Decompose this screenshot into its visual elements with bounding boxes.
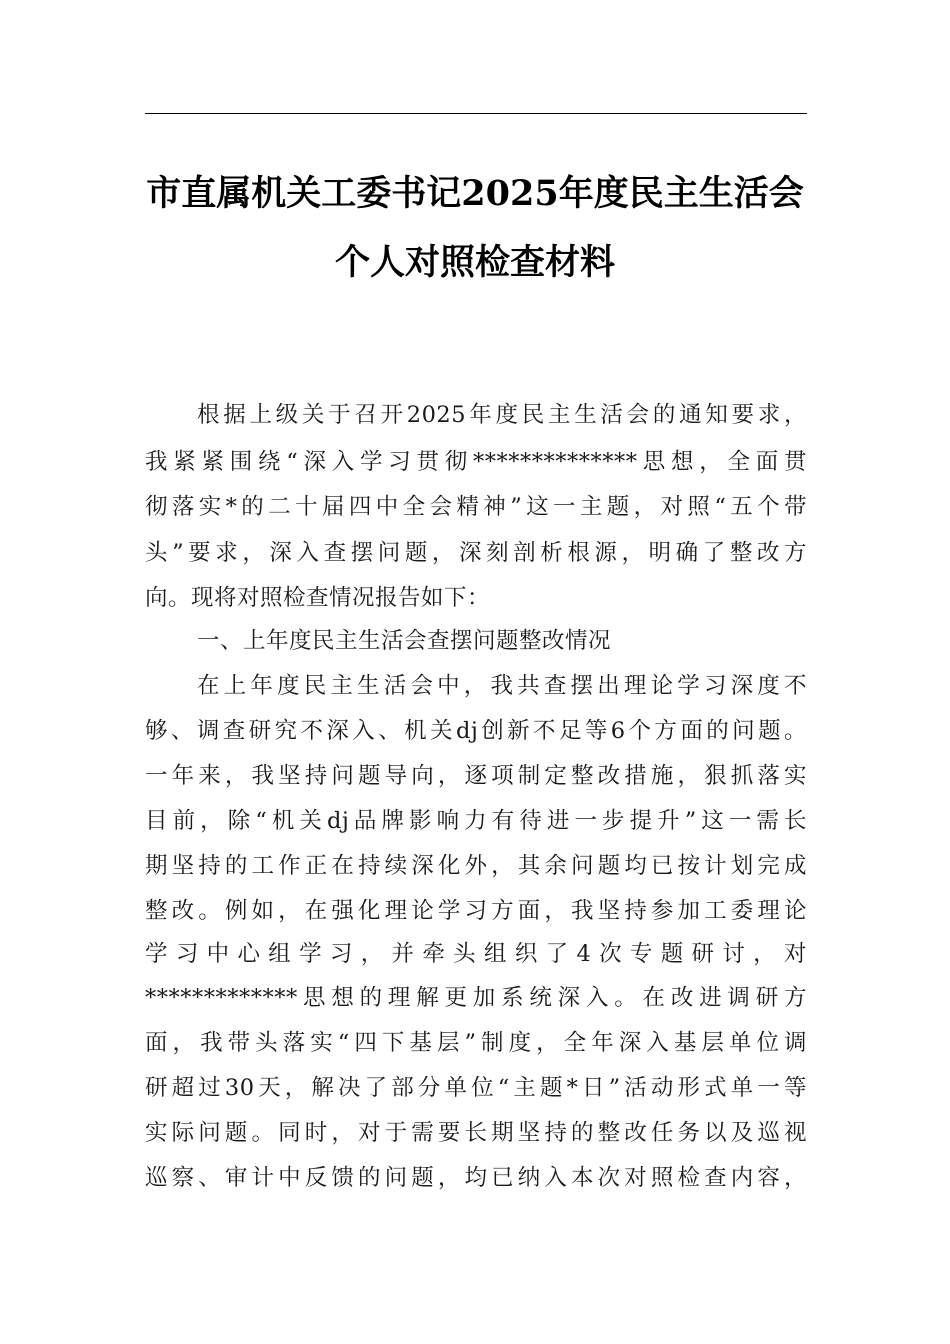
paragraph-2-line: 学习中心组学习，并牵头组织了4次专题研讨，对 — [145, 941, 807, 967]
paragraph-2-line: 面，我带头落实“四下基层”制度，全年深入基层单位调 — [145, 1030, 807, 1056]
paragraph-1-line: 向。现将对照检查情况报告如下： — [145, 585, 491, 611]
paragraph-2-line: 一年来，我坚持问题导向，逐项制定整改措施，狠抓落实 — [145, 763, 807, 789]
paragraph-1-line: 头”要求，深入查摆问题，深刻剖析根源，明确了整改方 — [145, 540, 807, 566]
paragraph-2-line: 够、调查研究不深入、机关dj创新不足等6个方面的问题。 — [145, 718, 807, 744]
paragraph-2-line: 巡察、审计中反馈的问题，均已纳入本次对照检查内容， — [145, 1165, 807, 1191]
paragraph-1-line: 根据上级关于召开2025年度民主生活会的通知要求， — [197, 402, 807, 428]
paragraph-2-line: 实际问题。同时，对于需要长期坚持的整改任务以及巡视 — [145, 1120, 807, 1146]
paragraph-2-line: 整改。例如，在强化理论学习方面，我坚持参加工委理论 — [145, 898, 807, 924]
document-body — [145, 0, 807, 1344]
paragraph-2-line: *************思想的理解更加系统深入。在改进调研方 — [145, 985, 807, 1011]
section-heading: 一、上年度民主生活会查摆问题整改情况 — [197, 628, 612, 654]
paragraph-2-line: 期坚持的工作正在持续深化外，其余问题均已按计划完成 — [145, 853, 807, 879]
paragraph-1-line: 我紧紧围绕“深入学习贯彻**************思想，全面贯 — [145, 449, 807, 475]
paragraph-1-line: 彻落实*的二十届四中全会精神”这一主题，对照“五个带 — [145, 494, 807, 520]
paragraph-2-line: 在上年度民主生活会中，我共查摆出理论学习深度不 — [197, 673, 807, 699]
paragraph-2-line: 目前，除“机关dj品牌影响力有待进一步提升”这一需长 — [145, 808, 807, 834]
document-title-line-2: 个人对照检查材料 — [334, 242, 615, 283]
paragraph-2-line: 研超过30天，解决了部分单位“主题*日”活动形式单一等 — [145, 1075, 807, 1101]
document-title-line-1: 市直属机关工委书记2025年度民主生活会 — [146, 173, 804, 214]
